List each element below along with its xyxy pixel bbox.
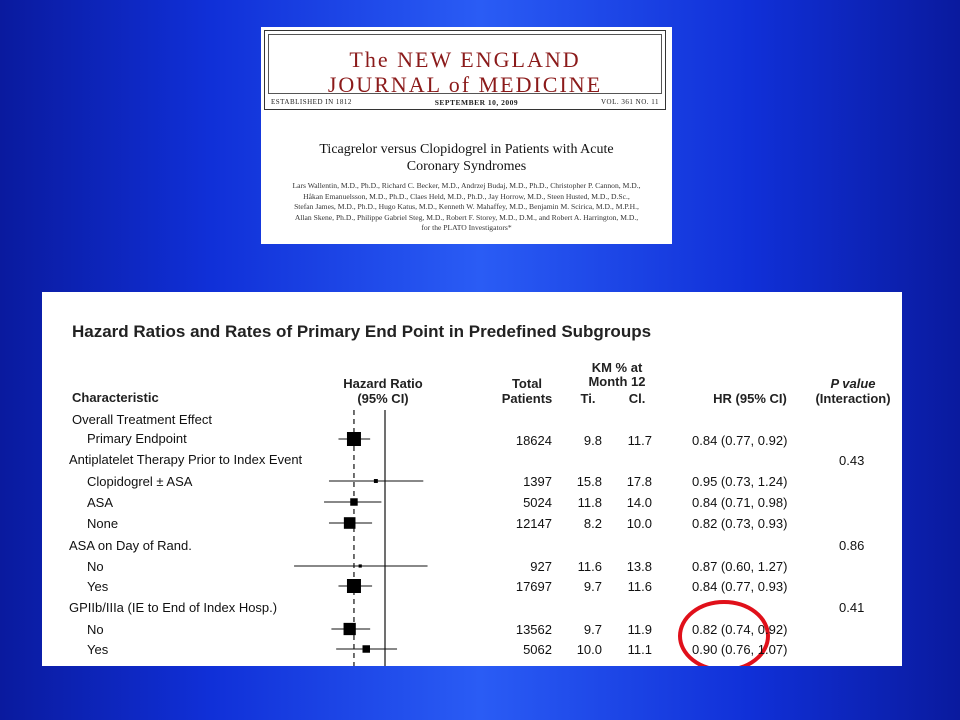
hazard-ratio-marker <box>344 517 356 529</box>
total-patients: 5024 <box>523 495 552 510</box>
km-cl: 11.7 <box>627 433 652 448</box>
header-month-12: Month 12 <box>588 374 646 389</box>
hr-ci-value: 0.95 (0.73, 1.24) <box>692 474 788 489</box>
hr-ci-value: 0.82 (0.73, 0.93) <box>692 516 788 531</box>
hazard-ratio-marker <box>363 645 370 652</box>
total-patients: 13562 <box>515 622 552 637</box>
hazard-ratio-marker <box>347 579 361 593</box>
km-cl: 13.8 <box>626 559 652 574</box>
row-label: ASA <box>87 495 114 510</box>
row-label: None <box>87 516 119 531</box>
volume-number: VOL. 361 NO. 11 <box>601 98 659 106</box>
hr-ci-value: 0.84 (0.77, 0.93) <box>692 579 788 594</box>
journal-masthead <box>264 30 666 110</box>
row-label: Overall Treatment Effect <box>72 412 212 427</box>
issue-date: SEPTEMBER 10, 2009 <box>434 97 519 107</box>
km-ti: 10.0 <box>576 642 602 657</box>
hr-ci-value: 0.90 (0.76, 1.07) <box>692 642 788 657</box>
header-clopidogrel: Cl. <box>628 391 646 406</box>
p-value: 0.43 <box>839 453 865 468</box>
row-label: Primary Endpoint <box>87 431 187 446</box>
author-line: Lars Wallentin, M.D., Ph.D., Richard C. Becker, M.D., Andrzej Budaj, M.D., Ph.D., Christopher P. Cannon, M.D., <box>292 181 641 190</box>
hr-ci-value: 0.84 (0.71, 0.98) <box>692 495 788 510</box>
row-label: Yes <box>87 642 109 657</box>
km-cl: 11.9 <box>627 622 652 637</box>
hr-ci-value: 0.82 (0.74, 0.92) <box>692 622 788 637</box>
masthead-line-1: The NEW ENGLAND <box>349 47 581 72</box>
km-ti: 11.8 <box>577 495 602 510</box>
header-characteristic: Characteristic <box>72 390 159 405</box>
header-hr-ci: HR (95% CI) <box>713 391 787 406</box>
article-title-line-1: Ticagrelor versus Clopidogrel in Patients with Acute <box>319 142 614 157</box>
header-ticagrelor: Ti. <box>580 391 596 406</box>
total-patients: 5062 <box>523 642 552 657</box>
article-title <box>281 141 652 175</box>
header-p-value-text: P value <box>830 376 876 391</box>
article-title-line-2: Coronary Syndromes <box>406 159 527 174</box>
km-ti: 9.8 <box>583 433 602 448</box>
row-label: Clopidogrel ± ASA <box>87 474 193 489</box>
masthead-meta <box>271 96 659 108</box>
row-label: No <box>87 622 104 637</box>
header-hazard-ratio-ci: (95% CI) <box>357 391 409 406</box>
row-label: GPIIb/IIIa (IE to End of Index Hosp.) <box>69 600 278 615</box>
km-ti: 9.7 <box>583 579 602 594</box>
km-cl: 10.0 <box>626 516 652 531</box>
km-cl: 17.8 <box>626 474 652 489</box>
masthead-line-2: JOURNAL of MEDICINE <box>327 72 603 97</box>
header-km-percent: KM % at <box>591 360 643 375</box>
p-value: 0.41 <box>839 600 865 615</box>
total-patients: 12147 <box>515 516 552 531</box>
km-cl: 11.6 <box>627 579 652 594</box>
row-label: ASA on Day of Rand. <box>69 538 192 553</box>
journal-header-card <box>261 27 672 244</box>
total-patients: 18624 <box>515 433 552 448</box>
km-cl: 11.1 <box>627 642 652 657</box>
row-label: No <box>87 559 104 574</box>
author-line: for the PLATO Investigators* <box>421 223 512 232</box>
header-hazard-ratio: Hazard Ratio <box>343 376 423 391</box>
total-patients: 17697 <box>515 579 552 594</box>
hazard-ratio-marker <box>359 564 362 567</box>
p-value: 0.86 <box>839 538 865 553</box>
table-title: Hazard Ratios and Rates of Primary End Point in Predefined Subgroups <box>72 322 652 341</box>
total-patients: 1397 <box>523 474 552 489</box>
established-text: ESTABLISHED IN 1812 <box>271 98 352 106</box>
author-line: Håkan Emanuelsson, M.D., Ph.D., Claes Held, M.D., Ph.D., Jay Horrow, M.D., Steen Husted, M.D., D.Sc., <box>303 191 630 201</box>
total-patients: 927 <box>530 559 552 574</box>
km-ti: 9.7 <box>583 622 602 637</box>
hr-ci-value: 0.87 (0.60, 1.27) <box>692 559 788 574</box>
km-cl: 14.0 <box>626 495 652 510</box>
header-total: Total <box>511 376 543 391</box>
header-p-value <box>808 376 898 391</box>
author-line: Stefan James, M.D., Ph.D., Hugo Katus, M.D., Kenneth W. Mahaffey, M.D., Benjamin M. Scirica, M.D., M.P.H., <box>294 202 639 211</box>
subgroup-table-panel <box>42 292 902 666</box>
hazard-ratio-marker <box>374 479 378 483</box>
header-patients: Patients <box>501 391 553 406</box>
author-list <box>269 181 664 234</box>
row-label: Yes <box>87 579 109 594</box>
header-interaction: (Interaction) <box>815 391 891 406</box>
row-label: Antiplatelet Therapy Prior to Index Event <box>69 452 303 467</box>
km-ti: 15.8 <box>576 474 602 489</box>
hazard-ratio-marker <box>350 498 357 505</box>
hazard-ratio-marker <box>347 432 361 446</box>
hr-ci-value: 0.84 (0.77, 0.92) <box>692 433 788 448</box>
km-ti: 8.2 <box>583 516 602 531</box>
hazard-ratio-marker <box>344 623 356 635</box>
author-line: Allan Skene, Ph.D., Philippe Gabriel Steg, M.D., Robert F. Storey, M.D., D.M., and Robert A. Harrington, M.D., <box>294 212 639 222</box>
masthead-frame <box>268 34 662 97</box>
km-ti: 11.6 <box>577 559 602 574</box>
